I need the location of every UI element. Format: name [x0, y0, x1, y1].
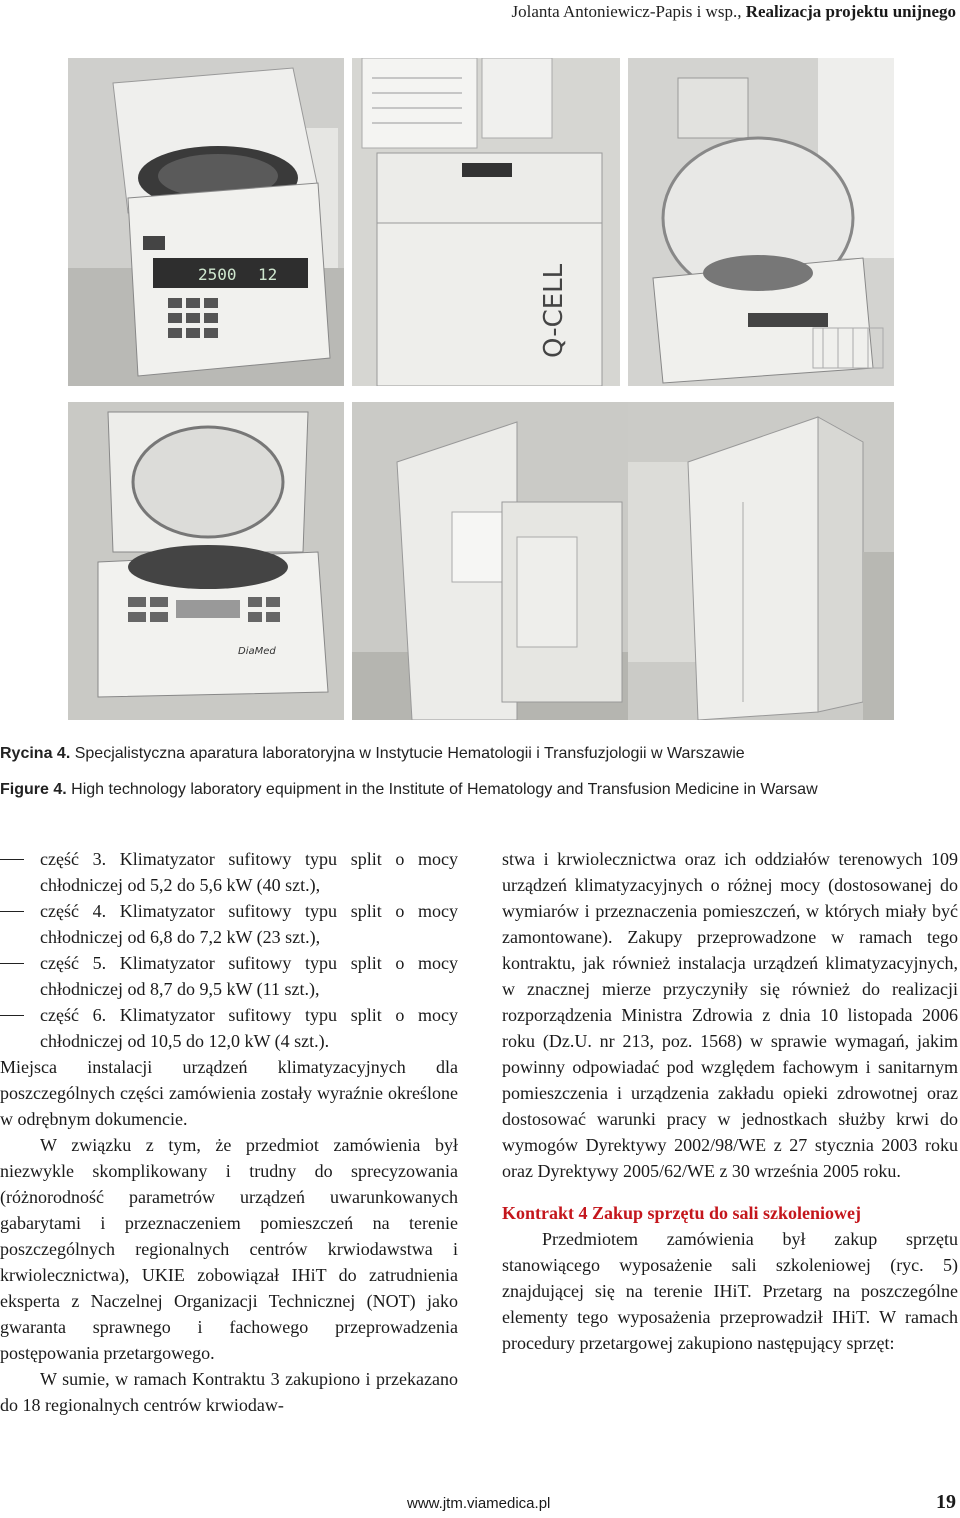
- centrifuge-display-1: 2500: [198, 265, 237, 284]
- list-item: część 5. Klimatyzator sufitowy typu split o mocy chłodniczej od 8,7 do 9,5 kW (11 szt.),: [0, 950, 458, 1002]
- fridge-brand-label: Q-CELL: [539, 263, 569, 358]
- centrifuge-brand-label: DiaMed: [238, 646, 276, 657]
- figure-caption-en-text: High technology laboratory equipment in the Institute of Hematology and Transfusion Medicine in Warsaw: [71, 781, 818, 798]
- figure-caption-en-label: Figure 4.: [0, 781, 67, 798]
- body-paragraph: W sumie, w ramach Kontraktu 3 zakupiono i przekazano do 18 regionalnych centrów krwiodaw-: [0, 1369, 458, 1415]
- list-item: część 3. Klimatyzator sufitowy typu split o mocy chłodniczej od 5,2 do 5,6 kW (40 szt.),: [0, 846, 458, 898]
- header-authors: Jolanta Antoniewicz-Papis i wsp.,: [511, 2, 742, 21]
- left-column: [0, 846, 458, 1418]
- body-paragraph: Miejsca instalacji urządzeń klimatyzacyjnych dla poszczególnych części zamówienia zostały wyraźnie określone w odrębnym dokumencie.: [0, 1057, 458, 1129]
- right-column: [502, 846, 958, 1356]
- photo-centrifuge-diamed: [68, 402, 344, 720]
- photo-centrifuge-1: [68, 58, 344, 386]
- photo-fridge-qcell: [352, 58, 620, 386]
- running-header: [512, 2, 957, 22]
- list-item: część 6. Klimatyzator sufitowy typu split o mocy chłodniczej od 10,5 do 12,0 kW (4 szt.).: [0, 1002, 458, 1054]
- body-paragraph: stwa i krwiolecznictwa oraz ich oddziałów terenowych 109 urządzeń klimatyzacyjnych o różnej mocy (dostosowanej do wymiarów i przeznaczenia pomieszczeń, w których miały być zamontowane). Zakupy przeprowadzone w ramach tego kontraktu, jak również instalacja urządzeń klimatyzacyjnych, w znacznej mierze przyczyniły się również do realizacji rozporządzenia Ministra Zdrowia z dnia 10 listopada 2006 roku (Dz.U. nr 213, poz. 1568) w sprawie wymagań, jakim powinny odpowiadać pod względem fachowym i sanitarnym pomieszczenia i urządzenia zakładu opieki zdrowotnej oraz dostosować warunki pracy w jednostkach służby krwi do wymogów Dyrektywy 2002/98/WE z 27 stycznia 2003 roku oraz Dyrektywy 2005/62/WE z 30 września 2005 roku.: [502, 849, 958, 1181]
- figure-caption-en: [0, 781, 818, 799]
- figure-caption-pl: [0, 745, 745, 763]
- body-paragraph: Przedmiotem zamówienia był zakup sprzętu stanowiącego wyposażenie sali szkoleniowej (ryc. 5) znajdującej się na terenie IHiT. Przetarg na poszczególne elementy tego wyposażenia przeprowadził IHiT. W ramach procedury przetargowej zakupiono następujący sprzęt:: [502, 1229, 958, 1353]
- page-number: 19: [936, 1491, 956, 1513]
- photo-freezer-tall: [628, 402, 894, 720]
- photo-fridges-corridor: [352, 402, 628, 720]
- list-item: część 4. Klimatyzator sufitowy typu split o mocy chłodniczej od 6,8 do 7,2 kW (23 szt.),: [0, 898, 458, 950]
- footer-url: www.jtm.viamedica.pl: [407, 1495, 551, 1512]
- body-paragraph: W związku z tym, że przedmiot zamówienia był niezwykle skomplikowany i trudny do sprecyzowania (różnorodność parametrów urządzeń uwarunkowanych gabarytami i przeznaczeniem pomieszczeń na terenie poszczególnych regionalnych centrów krwiodawstwa i krwiolecznictwa), UKIE zobowiązał IHiT do zatrudnienia eksperta z Naczelnej Organizacji Technicznej (NOT) jako gwaranta sprawnego i fachowego przeprowadzenia postępowania przetargowego.: [0, 1135, 458, 1363]
- photo-centrifuge-2: [628, 58, 894, 386]
- figure-caption-pl-text: Specjalistyczna aparatura laboratoryjna w Instytucie Hematologii i Transfuzjologii w Warszawie: [74, 745, 745, 762]
- section-heading: Kontrakt 4 Zakup sprzętu do sali szkoleniowej: [502, 1203, 862, 1223]
- header-title: Realizacja projektu unijnego: [745, 2, 956, 21]
- figure-caption-pl-label: Rycina 4.: [0, 745, 71, 762]
- centrifuge-display-2: 12: [258, 265, 278, 284]
